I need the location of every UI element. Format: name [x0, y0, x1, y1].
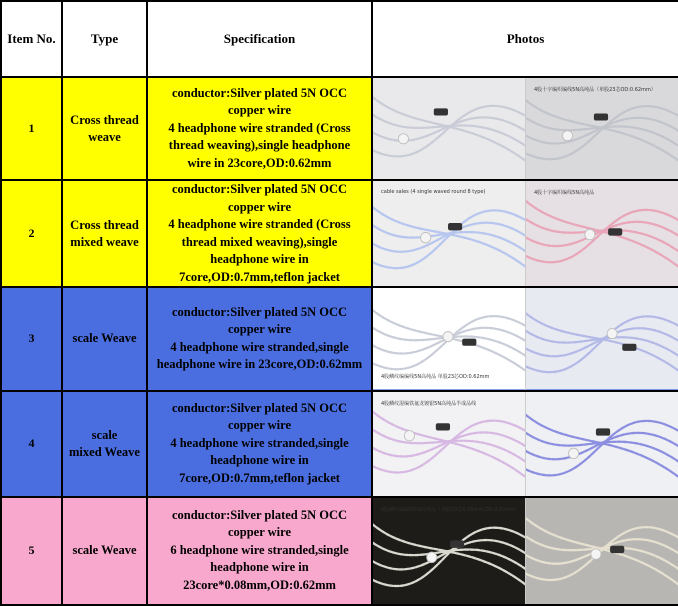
cable-photo [373, 392, 526, 496]
type-line: scale [91, 427, 118, 442]
photo-caption: 4股鳞纹混编铁氟龙镀银5N高纯品半成品线 [381, 400, 477, 407]
spec-line: 6 headphone wire stranded,single [170, 542, 349, 557]
header-row [1, 1, 678, 77]
spec-line: headphone wire in [210, 453, 309, 468]
type-cell [62, 497, 147, 605]
spec-row [1, 497, 678, 605]
photo-caption: 4股十字编织编线5N高纯品 [534, 190, 595, 197]
item-number: 2 [1, 180, 62, 287]
cable-photo [373, 288, 526, 389]
type-line: mixed weave [70, 234, 139, 249]
photo-caption: 4股鳞纹编编线5N高纯品 单股23芯OD:0.62mm [381, 373, 490, 380]
spec-line: 23core*0.08mm,OD:0.62mm [183, 577, 336, 592]
spec-line: conductor:Silver plated 5N OCC [171, 400, 348, 415]
specification-cell [147, 391, 372, 497]
item-number: 4 [1, 391, 62, 497]
header-photos: Photos [372, 1, 678, 77]
photos-cell [372, 287, 678, 390]
spec-line: conductor:Silver plated 5N OCC [171, 304, 348, 319]
item-number: 1 [1, 77, 62, 180]
spec-line: thread mixed weaving),single [181, 234, 338, 249]
spec-row [1, 287, 678, 390]
spec-line: copper wire [227, 103, 292, 118]
spec-line: 4 headphone wire stranded,single [170, 435, 349, 450]
spec-line: copper wire [227, 322, 292, 337]
item-number: 5 [1, 497, 62, 605]
type-cell [62, 77, 147, 180]
type-line: mixed Weave [69, 444, 140, 459]
type-line: weave [88, 129, 121, 144]
cable-photo [373, 78, 526, 179]
photos-cell [372, 497, 678, 605]
spec-line: 4 headphone wire stranded (Cross [168, 217, 351, 232]
photo-caption: 4股十字编织编线5N高纯品（单股23芯OD:0.62mm） [534, 87, 656, 93]
specification-cell [147, 497, 372, 605]
photos-cell [372, 180, 678, 287]
spec-line: conductor:Silver plated 5N OCC [171, 507, 348, 522]
cable-photo [526, 78, 678, 179]
spec-row [1, 391, 678, 497]
specification-cell [147, 77, 372, 180]
cable-photo [526, 392, 678, 496]
spec-line: conductor:Silver plated 5N OCC [171, 85, 348, 100]
type-cell [62, 180, 147, 287]
type-line: Cross thread [70, 217, 139, 232]
photo-caption: 6股鳞纹编编线5N高纯品（单股23芯0.08mm,OD:0.62mm） [381, 506, 521, 513]
type-cell [62, 287, 147, 390]
header-specification: Specification [147, 1, 372, 77]
type-line: scale Weave [72, 543, 137, 558]
cable-photo [526, 288, 678, 389]
spec-line: 7core,OD:0.7mm,teflon jacket [179, 470, 340, 485]
spec-line: wire in 23core,OD:0.62mm [187, 155, 332, 170]
spec-row [1, 77, 678, 180]
photos-cell [372, 77, 678, 180]
spec-line: copper wire [227, 418, 292, 433]
type-line: Cross thread [70, 112, 139, 127]
item-number: 3 [1, 287, 62, 390]
spec-line: copper wire [227, 525, 292, 540]
header-type: Type [62, 1, 147, 77]
type-line: scale Weave [72, 331, 137, 346]
specification-cell [147, 180, 372, 287]
spec-line: conductor:Silver plated 5N OCC [171, 182, 348, 197]
type-cell [62, 391, 147, 497]
specification-cell [147, 287, 372, 390]
spec-line: 4 headphone wire stranded,single [170, 339, 349, 354]
spec-row [1, 180, 678, 287]
spec-line: headphone wire in 23core,OD:0.62mm [156, 357, 363, 372]
photos-cell [372, 391, 678, 497]
header-item-no: Item No. [1, 1, 62, 77]
spec-line: thread weaving),single headphone [168, 138, 351, 153]
spec-line: 7core,OD:0.7mm,teflon jacket [179, 269, 340, 284]
spec-line: copper wire [227, 199, 292, 214]
cable-photo [373, 181, 526, 286]
spec-line: headphone wire in [210, 560, 309, 575]
cable-photo [526, 181, 678, 286]
spec-line: 4 headphone wire stranded (Cross [168, 120, 351, 135]
photo-caption: cable sales (4 single waved round 8 type) [381, 189, 486, 196]
spec-line: headphone wire in [210, 252, 309, 267]
